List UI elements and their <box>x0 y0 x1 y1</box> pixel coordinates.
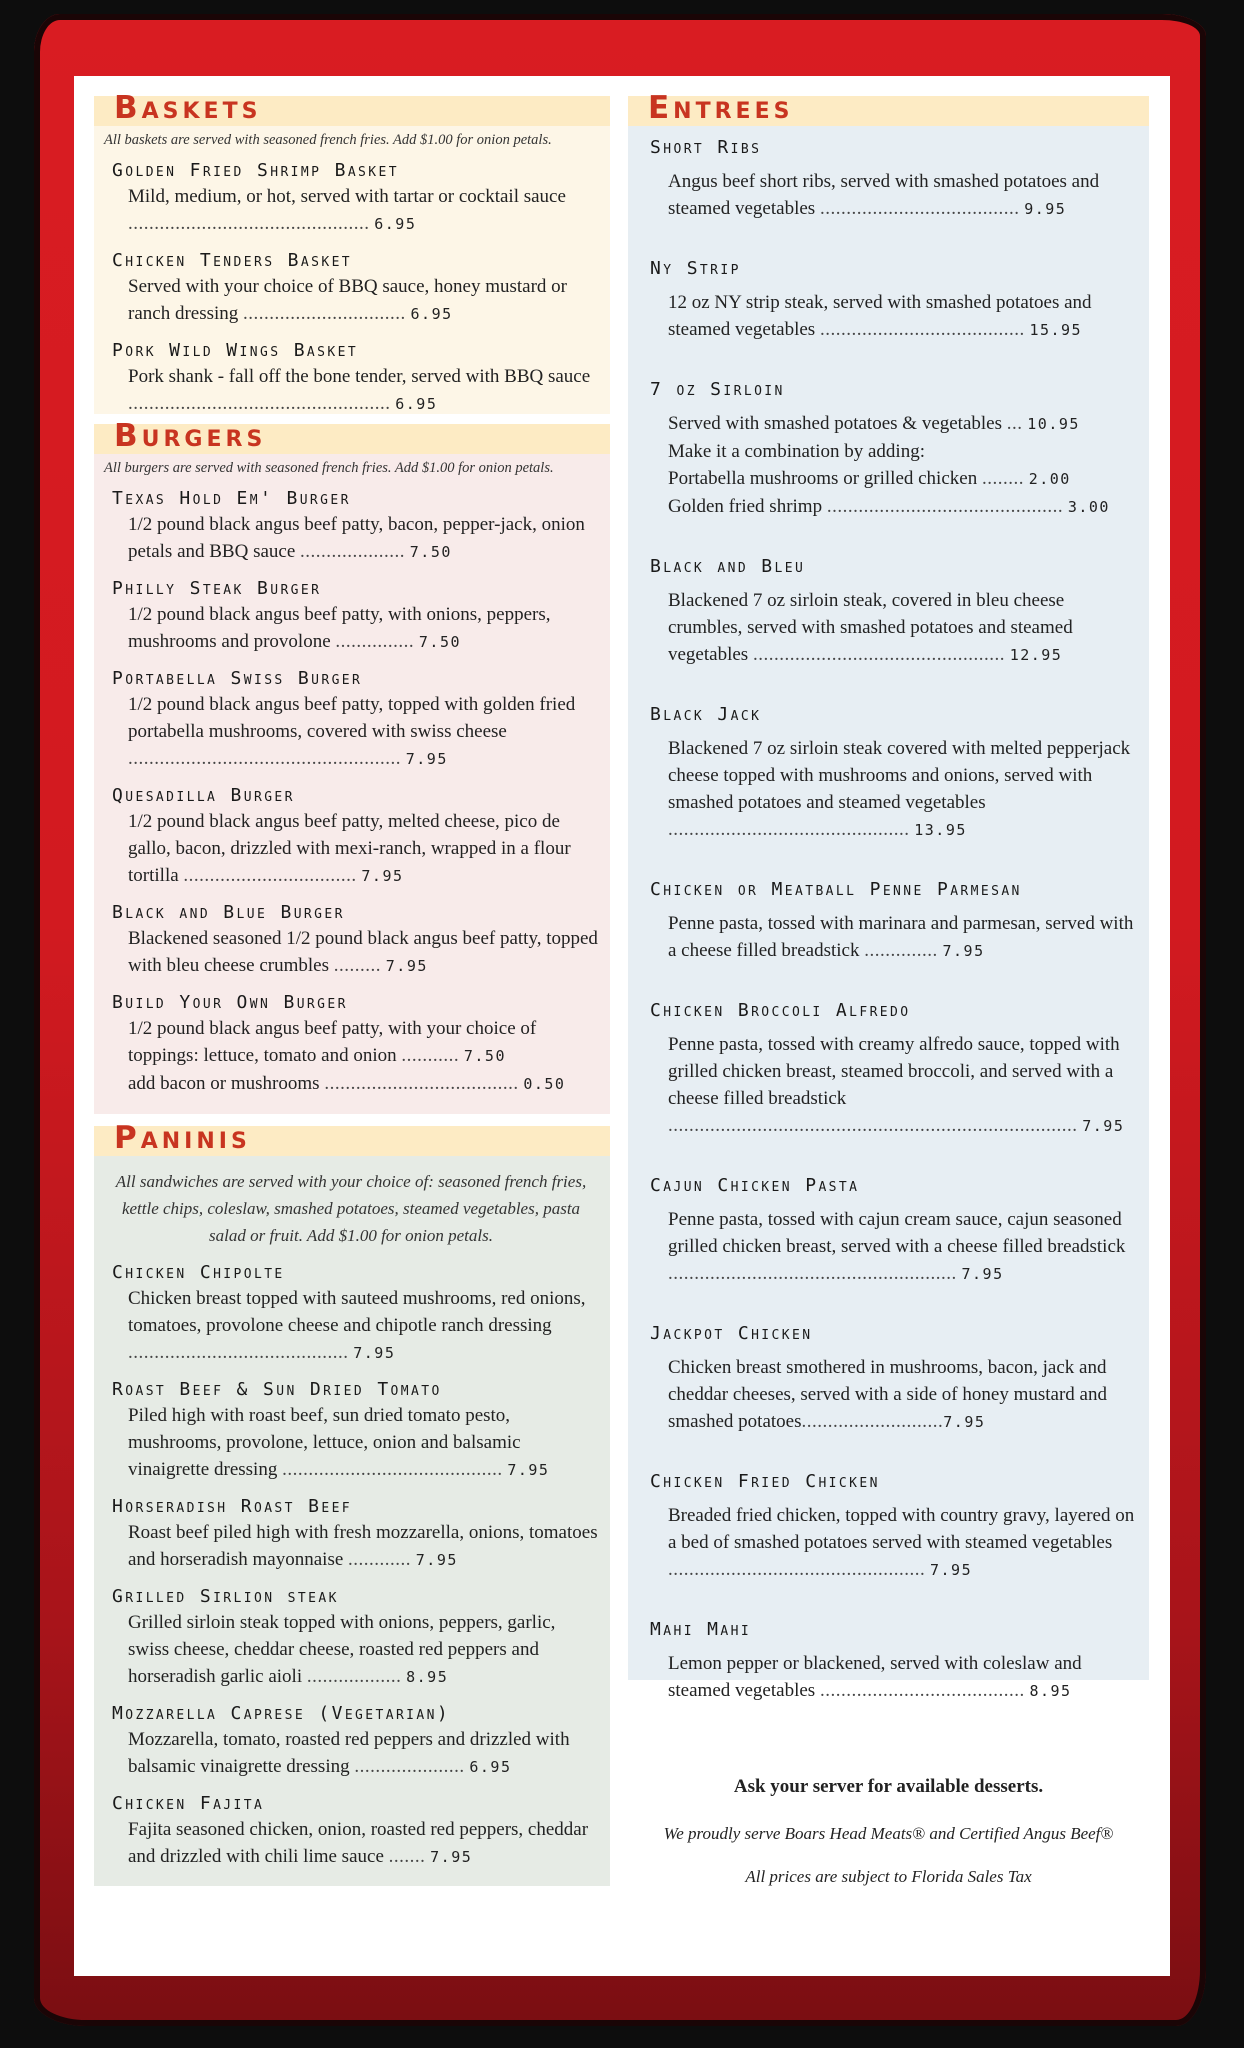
item-description: 1/2 pound black angus beef patty, bacon, pepper-jack, onion petals and BBQ sauce <box>128 514 585 562</box>
menu-item: Mahi Mahi Lemon pepper or blackened, served with coleslaw and steamed vegetables ....................................... 8.95 <box>650 1618 1139 1705</box>
item-price: 7.95 <box>507 1461 550 1479</box>
item-name: Pork Wild Wings Basket <box>112 340 359 361</box>
item-name: 7 oz Sirloin <box>650 379 785 400</box>
item-description: Lemon pepper or blackened, served with coleslaw and steamed vegetables <box>668 1653 1082 1701</box>
item-price: 7.95 <box>361 867 404 885</box>
menu-item: Roast Beef & Sun Dried Tomato Piled high with roast beef, sun dried tomato pesto, mushrooms, provolone, lettuce, onion and balsamic vinaigrette dressing .......................................... 7.95 <box>112 1378 600 1484</box>
item-description: Breaded fried chicken, topped with country gravy, layered on a bed of smashed potatoes served with steamed vegetables <box>668 1505 1135 1553</box>
menu-item: Black and Bleu Blackened 7 oz sirloin steak, covered in bleu cheese crumbles, served with smashed potatoes and steamed vegetables ................................................ 12.95 <box>650 555 1139 669</box>
menu-item: Black and Blue Burger Blackened seasoned 1/2 pound black angus beef patty, topped with bleu cheese crumbles ......... 7.95 <box>112 901 600 980</box>
item-price: 7.95 <box>942 942 985 960</box>
item-name: Chicken Chipolte <box>112 1262 285 1283</box>
menu-item: Horseradish Roast Beef Roast beef piled high with fresh mozzarella, onions, tomatoes and horseradish mayonnaise ............ 7.95 <box>112 1495 600 1574</box>
item-description: Served with smashed potatoes & vegetables <box>668 413 1003 434</box>
paninis-heading: Paninis <box>94 1126 610 1156</box>
baskets-section <box>94 126 610 414</box>
addon-price: 0.50 <box>523 1075 566 1093</box>
item-description: Pork shank - fall off the bone tender, served with BBQ sauce <box>128 366 591 387</box>
menu-item: Build Your Own Burger 1/2 pound black angus beef patty, with your choice of toppings: lettuce, tomato and onion ........... 7.50 add bacon or mushrooms ..................................... 0.50 <box>112 991 600 1098</box>
item-name: Chicken Tenders Basket <box>112 250 353 271</box>
addon-price: 3.00 <box>1067 498 1110 516</box>
item-description: Grilled sirloin steak topped with onions, peppers, garlic, swiss cheese, cheddar cheese, roasted red peppers and horseradish garlic aioli <box>128 1612 556 1687</box>
menu-item: Philly Steak Burger 1/2 pound black angus beef patty, with onions, peppers, mushrooms and provolone ............... 7.50 <box>112 577 600 656</box>
item-description: 12 oz NY strip steak, served with smashed potatoes and steamed vegetables <box>668 292 1092 340</box>
menu-item: Texas Hold Em' Burger 1/2 pound black angus beef patty, bacon, pepper-jack, onion petals and BBQ sauce .................... 7.50 <box>112 487 600 566</box>
item-name: Golden Fried Shrimp Basket <box>112 160 399 181</box>
menu-item: Portabella Swiss Burger 1/2 pound black angus beef patty, topped with golden fried portabella mushrooms, covered with swiss cheese .................................................... 7.95 <box>112 667 600 773</box>
item-name: Black Jack <box>650 704 762 725</box>
item-addon: Portabella mushrooms or grilled chicken <box>668 468 978 489</box>
entrees-heading: Entrees <box>628 96 1149 126</box>
item-price: 8.95 <box>1029 1682 1072 1700</box>
entrees-section <box>628 126 1149 1701</box>
item-price: 6.95 <box>410 305 453 323</box>
item-price: 6.95 <box>395 395 438 413</box>
right-column <box>628 90 1149 1886</box>
item-description: Penne pasta, tossed with cajun cream sauce, cajun seasoned grilled chicken breast, served with a cheese filled breadstick <box>668 1209 1126 1257</box>
item-description: Blackened 7 oz sirloin steak covered with melted pepperjack cheese topped with mushrooms and onions, served with smashed potatoes and steamed vegetables <box>668 738 1131 813</box>
item-name: Chicken Broccoli Alfredo <box>650 1000 911 1021</box>
item-description: Chicken breast topped with sauteed mushrooms, red onions, tomatoes, provolone cheese and chipotle ranch dressing <box>128 1288 586 1336</box>
menu-item: Chicken Broccoli Alfredo Penne pasta, tossed with creamy alfredo sauce, topped with grilled chicken breast, steamed broccoli, and served with a cheese filled breadstick .............................................................................. 7.95 <box>650 999 1139 1140</box>
item-price: 7.50 <box>463 1047 506 1065</box>
menu-item: Chicken or Meatball Penne Parmesan Penne pasta, tossed with marinara and parmesan, served with a cheese filled breadstick .............. 7.95 <box>650 878 1139 965</box>
item-description: Angus beef short ribs, served with smashed potatoes and steamed vegetables <box>668 171 1100 219</box>
item-description: Piled high with roast beef, sun dried tomato pesto, mushrooms, provolone, lettuce, onion and balsamic vinaigrette dressing <box>128 1405 521 1480</box>
item-name: Quesadilla Burger <box>112 785 295 806</box>
item-name: Cajun Chicken Pasta <box>650 1175 860 1196</box>
item-name: Black and Bleu <box>650 556 806 577</box>
item-price: 7.95 <box>930 1561 973 1579</box>
item-name: Black and Blue Burger <box>112 902 345 923</box>
item-description: 1/2 pound black angus beef patty, with your choice of toppings: lettuce, tomato and onion <box>128 1018 537 1066</box>
tax-note: All prices are subject to Florida Sales Tax <box>745 1867 1032 1886</box>
menu-footer <box>628 1776 1149 1887</box>
desserts-note: Ask your server for available desserts. <box>733 1776 1044 1797</box>
item-description: 1/2 pound black angus beef patty, with onions, peppers, mushrooms and provolone <box>128 604 551 652</box>
item-description: 1/2 pound black angus beef patty, melted cheese, pico de gallo, bacon, drizzled with mexi-ranch, wrapped in a flour tortilla <box>128 811 571 886</box>
item-description: Penne pasta, tossed with marinara and parmesan, served with a cheese filled breadstick <box>668 913 1134 961</box>
item-name: Portabella Swiss Burger <box>112 668 363 689</box>
menu-item: Grilled Sirlion steak Grilled sirloin steak topped with onions, peppers, garlic, swiss cheese, cheddar cheese, roasted red peppers and horseradish garlic aioli .................. 8.95 <box>112 1585 600 1691</box>
item-name: Grilled Sirlion steak <box>112 1586 339 1607</box>
item-addon: Golden fried shrimp <box>668 496 823 517</box>
item-name: Chicken Fried Chicken <box>650 1471 880 1492</box>
paninis-section <box>94 1156 610 1886</box>
item-name: Texas Hold Em' Burger <box>112 488 351 509</box>
menu-item: Ny Strip 12 oz NY strip steak, served with smashed potatoes and steamed vegetables ....................................... 15.95 <box>650 257 1139 344</box>
baskets-heading: Baskets <box>94 96 610 126</box>
menu-item: Quesadilla Burger 1/2 pound black angus beef patty, melted cheese, pico de gallo, bacon, drizzled with mexi-ranch, wrapped in a flour tortilla ................................. 7.95 <box>112 784 600 890</box>
item-price: 6.95 <box>469 1758 512 1776</box>
item-name: Roast Beef & Sun Dried Tomato <box>112 1379 442 1400</box>
item-price: 7.95 <box>405 750 448 768</box>
item-price: 6.95 <box>374 215 417 233</box>
item-name: Jackpot Chicken <box>650 1323 813 1344</box>
item-name: Chicken Fajita <box>112 1793 265 1814</box>
item-name: Short Ribs <box>650 137 762 158</box>
item-price: 7.95 <box>430 1848 473 1866</box>
item-price: 12.95 <box>1009 646 1063 664</box>
item-price: 9.95 <box>1024 200 1067 218</box>
item-description: Mild, medium, or hot, served with tartar or cocktail sauce <box>128 186 566 207</box>
item-addon: add bacon or mushrooms <box>128 1073 320 1094</box>
menu-item: Chicken Tenders Basket Served with your choice of BBQ sauce, honey mustard or ranch dressing ............................... 6.95 <box>112 249 600 328</box>
item-description: Served with your choice of BBQ sauce, honey mustard or ranch dressing <box>128 276 568 324</box>
menu-item: Cajun Chicken Pasta Penne pasta, tossed with cajun cream sauce, cajun seasoned grilled chicken breast, served with a cheese filled breadstick ....................................................... 7.95 <box>650 1174 1139 1288</box>
burgers-heading: Burgers <box>94 424 610 454</box>
menu-item: Jackpot Chicken Chicken breast smothered in mushrooms, bacon, jack and cheddar cheeses, served with a side of honey mustard and smashed potatoes...........................7.95 <box>650 1322 1139 1436</box>
left-column <box>94 90 610 1886</box>
item-description: Blackened 7 oz sirloin steak, covered in bleu cheese crumbles, served with smashed potatoes and steamed vegetables <box>668 590 1073 665</box>
menu-panel <box>74 76 1170 1976</box>
paninis-note: All sandwiches are served with your choice of: seasoned french fries, kettle chips, coleslaw, smashed potatoes, steamed vegetables, pasta salad or fruit. Add $1.00 for onion petals. <box>115 1172 587 1245</box>
item-name: Horseradish Roast Beef <box>112 1496 353 1517</box>
menu-item: Short Ribs Angus beef short ribs, served with smashed potatoes and steamed vegetables ...................................... 9.95 <box>650 136 1139 223</box>
item-price: 7.50 <box>418 633 462 651</box>
item-description: Penne pasta, tossed with creamy alfredo sauce, topped with grilled chicken breast, steamed broccoli, and served with a cheese filled breadstick <box>668 1034 1120 1109</box>
item-price: 15.95 <box>1029 321 1083 339</box>
item-description: 1/2 pound black angus beef patty, topped with golden fried portabella mushrooms, covered with swiss cheese <box>128 694 576 742</box>
item-price: 7.95 <box>353 1344 396 1362</box>
item-name: Mozzarella Caprese (Vegetarian) <box>112 1703 451 1724</box>
menu-item: Pork Wild Wings Basket Pork shank - fall off the bone tender, served with BBQ sauce .................................................. 6.95 <box>112 339 600 418</box>
burgers-section <box>94 454 610 1114</box>
item-description: Fajita seasoned chicken, onion, roasted red peppers, cheddar and drizzled with chili lime sauce <box>128 1819 589 1867</box>
item-price: 7.95 <box>943 1413 986 1431</box>
item-note: Make it a combination by adding: <box>668 441 925 462</box>
item-description: Mozzarella, tomato, roasted red peppers and drizzled with balsamic vinaigrette dressing <box>128 1729 570 1777</box>
baskets-note: All baskets are served with seasoned french fries. Add $1.00 for onion petals. <box>104 132 552 148</box>
item-description: Chicken breast smothered in mushrooms, bacon, jack and cheddar cheeses, served with a side of honey mustard and smashed potatoes <box>668 1357 1107 1432</box>
item-name: Build Your Own Burger <box>112 992 348 1013</box>
item-name: Chicken or Meatball Penne Parmesan <box>650 879 1022 900</box>
item-price: 7.95 <box>415 1551 458 1569</box>
item-name: Ny Strip <box>650 258 741 279</box>
menu-item: Chicken Fajita Fajita seasoned chicken, onion, roasted red peppers, cheddar and drizzled with chili lime sauce ....... 7.95 <box>112 1792 600 1871</box>
menu-item: 7 oz Sirloin Served with smashed potatoes & vegetables ... 10.95 Make it a combination by adding: Portabella mushrooms or grilled chicken ........ 2.00 Golden fried shrimp ............................................. 3.00 <box>650 378 1139 521</box>
meats-note: We proudly serve Boars Head Meats® and Certified Angus Beef® <box>663 1824 1114 1843</box>
item-price: 7.95 <box>385 957 428 975</box>
addon-price: 2.00 <box>1028 470 1071 488</box>
item-price: 7.95 <box>961 1265 1004 1283</box>
menu-item: Black Jack Blackened 7 oz sirloin steak covered with melted pepperjack cheese topped with mushrooms and onions, served with smashed potatoes and steamed vegetables .............................................. 13.95 <box>650 703 1139 844</box>
item-price: 7.95 <box>1082 1117 1125 1135</box>
menu-item: Mozzarella Caprese (Vegetarian) Mozzarella, tomato, roasted red peppers and drizzled with balsamic vinaigrette dressing ..................... 6.95 <box>112 1702 600 1781</box>
item-price: 8.95 <box>406 1668 449 1686</box>
item-price: 13.95 <box>914 821 967 839</box>
menu-item: Golden Fried Shrimp Basket Mild, medium, or hot, served with tartar or cocktail sauce .............................................. 6.95 <box>112 159 600 238</box>
menu-item: Chicken Chipolte Chicken breast topped with sauteed mushrooms, red onions, tomatoes, provolone cheese and chipotle ranch dressing .......................................... 7.95 <box>112 1261 600 1367</box>
item-price: 7.50 <box>409 543 452 561</box>
item-name: Mahi Mahi <box>650 1619 752 1640</box>
menu-item: Chicken Fried Chicken Breaded fried chicken, topped with country gravy, layered on a bed of smashed potatoes served with steamed vegetables ................................................. 7.95 <box>650 1470 1139 1584</box>
burgers-note: All burgers are served with seasoned french fries. Add $1.00 for onion petals. <box>104 460 554 476</box>
item-price: 10.95 <box>1027 415 1080 433</box>
item-description: Roast beef piled high with fresh mozzarella, onions, tomatoes and horseradish mayonnaise <box>128 1522 598 1570</box>
item-name: Philly Steak Burger <box>112 578 322 599</box>
item-description: Blackened seasoned 1/2 pound black angus beef patty, topped with bleu cheese crumbles <box>128 928 598 976</box>
